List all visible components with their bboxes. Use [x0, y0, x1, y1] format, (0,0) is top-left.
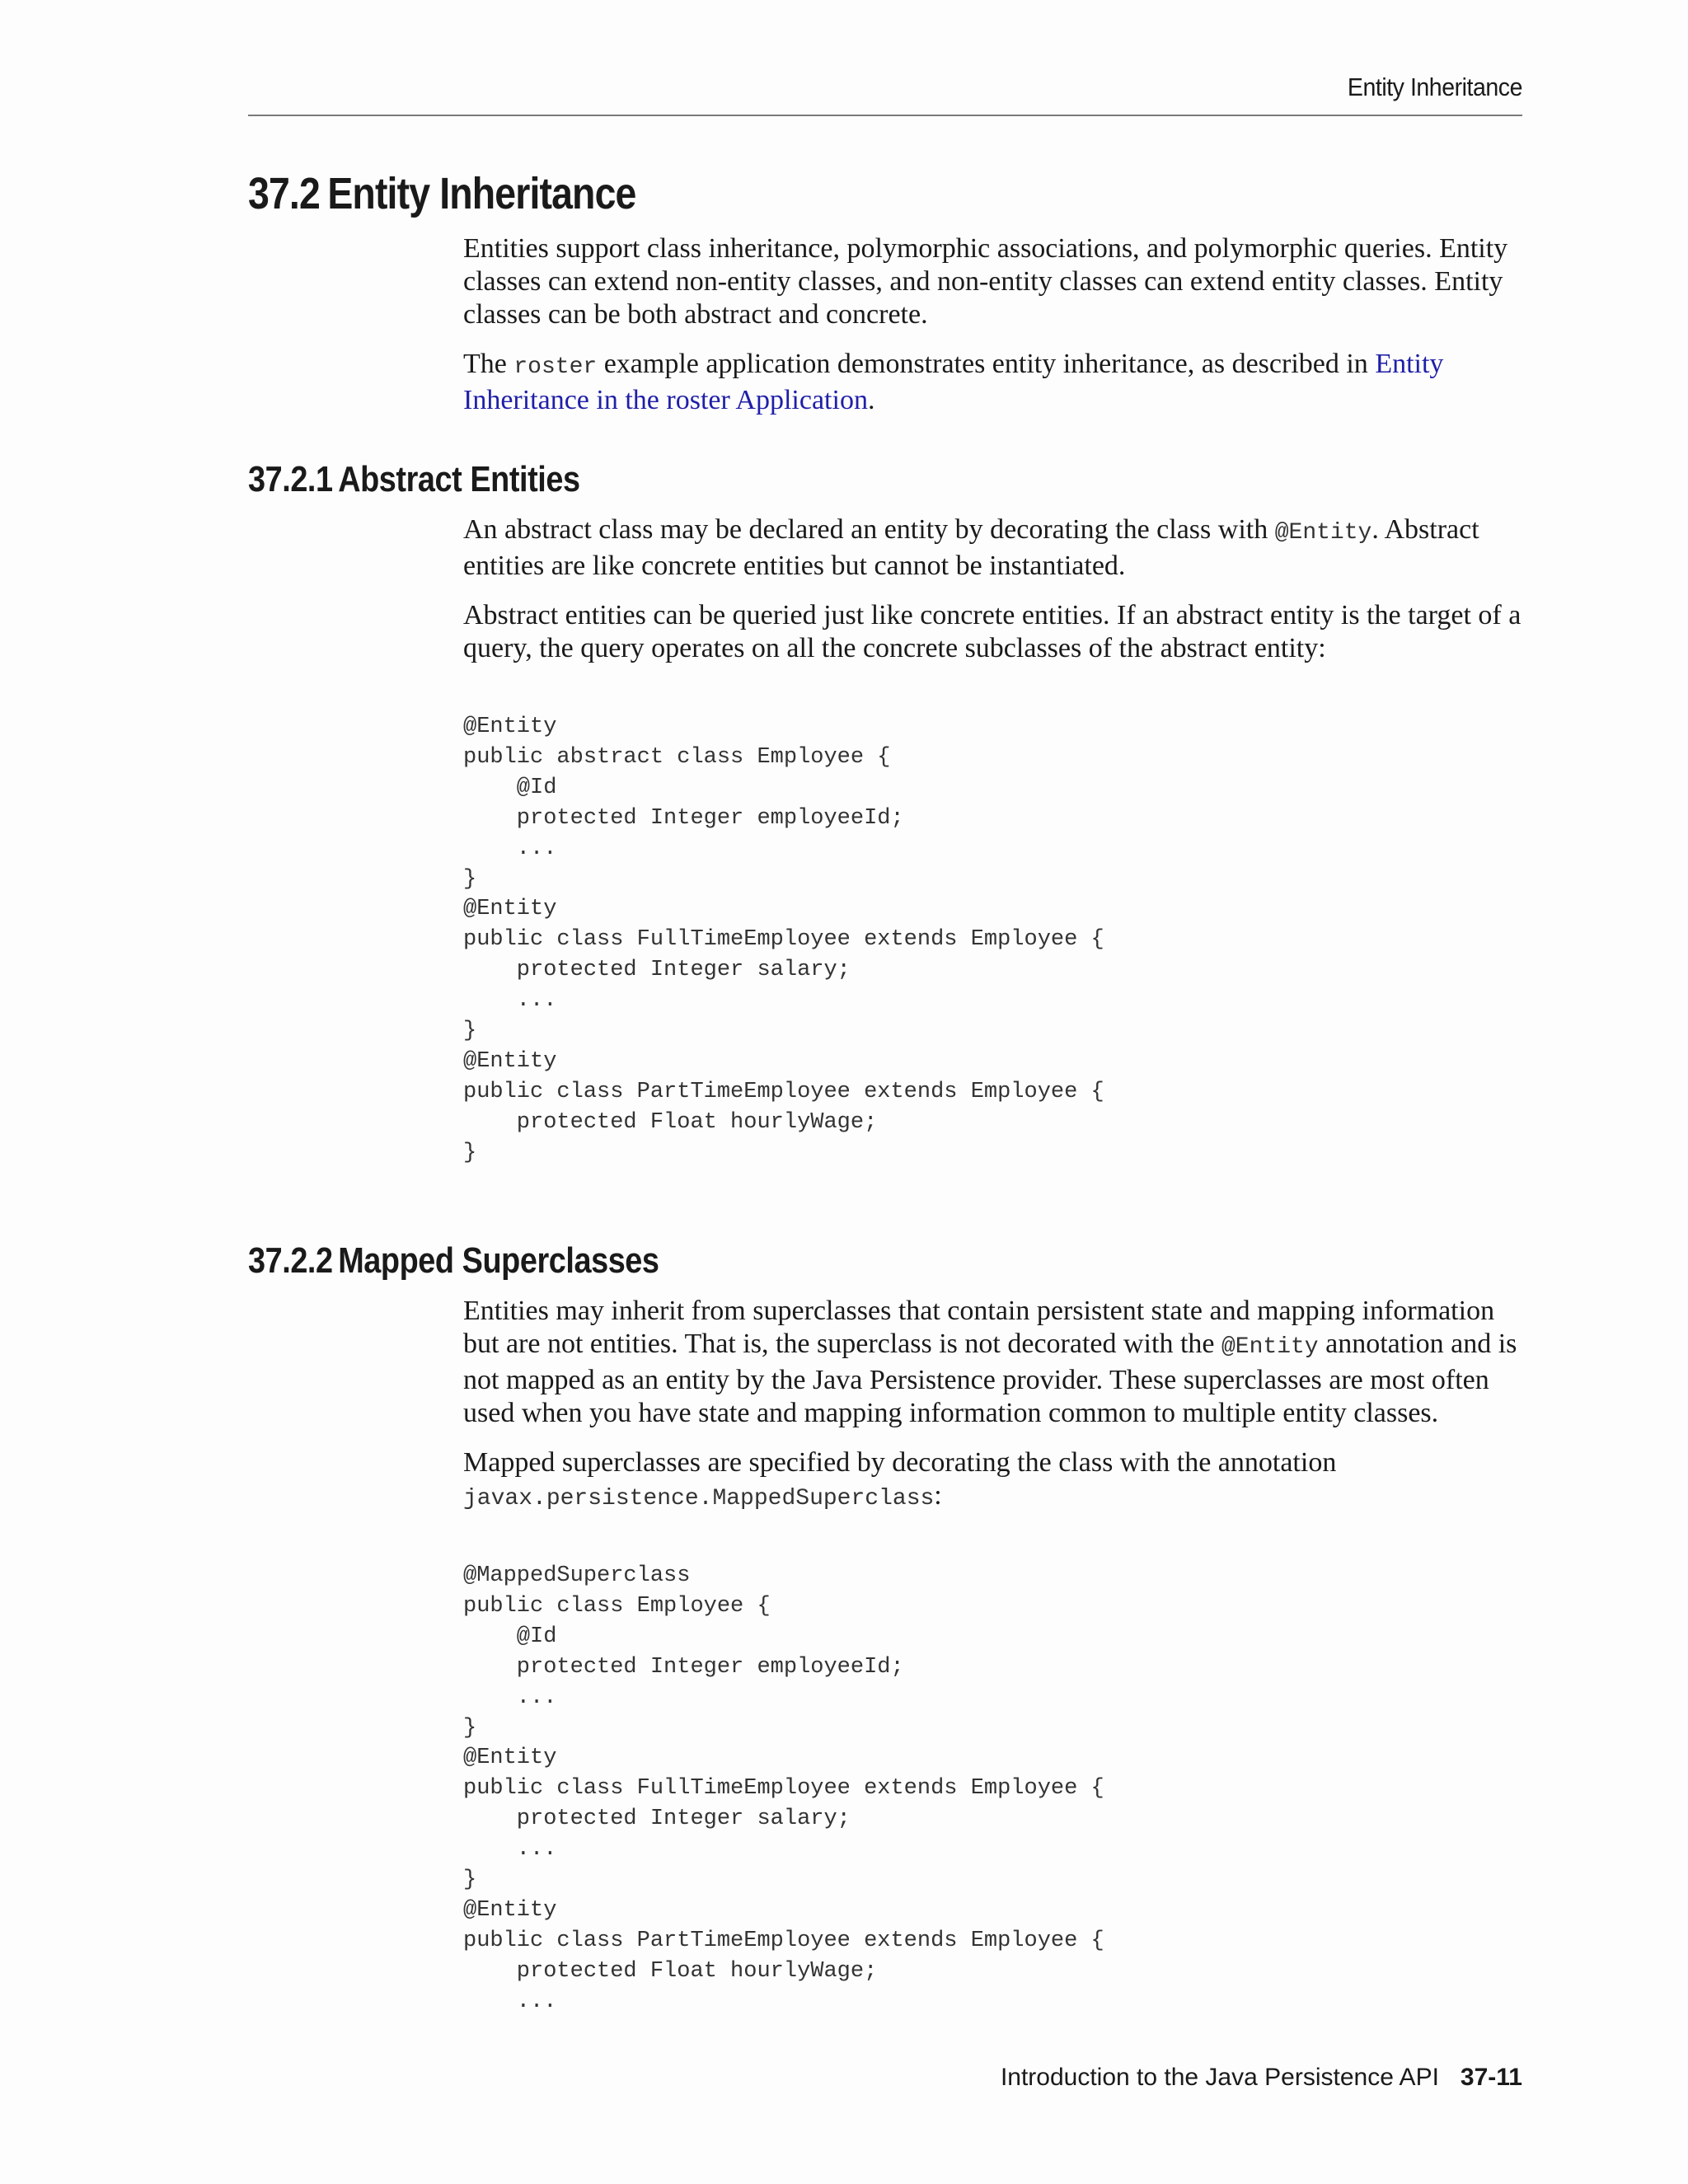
subsection-title: Mapped Superclasses	[338, 1240, 659, 1281]
page-footer	[907, 2064, 1522, 2092]
roster-paragraph: The roster example application demonstrates entity inheritance, as described in Entity Inheritance in the roster Application.	[463, 349, 1444, 415]
abstract-entities-text	[463, 513, 1526, 682]
subsection-number: 37.2.2	[248, 1240, 333, 1281]
running-header: Entity Inheritance	[1347, 73, 1522, 101]
subsection-title: Abstract Entities	[338, 459, 580, 499]
footer-page-number: 37-11	[1460, 2064, 1522, 2091]
mapped-paragraph-1: Entities may inherit from superclasses that contain persistent state and mapping information but are not entities. That is, the superclass is not decorated with the @Entity annotation and is not mapped as an entity by the Java Persistence provider. These superclasses are most often used when you have state and mapping information common to multiple entity classes.	[463, 1296, 1517, 1428]
abstract-paragraph-2: Abstract entities can be queried just like concrete entities. If an abstract entity is the target of a query, the query operates on all the concrete subclasses of the abstract entity:	[463, 600, 1522, 663]
subsection-heading-mapped-superclasses	[248, 1240, 659, 1282]
mapped-superclasses-code-block: @MappedSuperclass public class Employee { @Id protected Integer employeeId; ... } @Entity public class FullTimeEmployee extends Employee { protected Integer salary; ... } @Entity public class PartTimeEmployee extends Employee { protected Float hourlyWage; ...	[463, 1563, 1104, 2014]
inline-code-mapped-superclass: javax.persistence.MappedSuperclass	[463, 1486, 935, 1511]
subsection-heading-abstract-entities	[248, 459, 580, 500]
abstract-entities-code-block: @Entity public abstract class Employee { @Id protected Integer employeeId; ... } @Entity public class FullTimeEmployee extends Employee { protected Integer salary; ... } @Entity public class PartTimeEmployee extends Employee { protected Float hourlyWage; }	[463, 715, 1104, 1165]
subsection-number: 37.2.1	[248, 459, 333, 499]
footer-book-title: Introduction to the Java Persistence API	[1000, 2064, 1439, 2091]
inline-code-entity: @Entity	[1274, 520, 1372, 546]
section-title: Entity Inheritance	[327, 169, 636, 218]
header-rule	[248, 115, 1522, 116]
section-intro	[463, 232, 1526, 434]
mapped-paragraph-2: Mapped superclasses are specified by decorating the class with the annotation javax.persistence.MappedSuperclass:	[463, 1447, 1337, 1511]
roster-inheritance-link[interactable]: Entity Inheritance in the roster Application	[463, 349, 1444, 415]
abstract-paragraph-1: An abstract class may be declared an entity by decorating the class with @Entity. Abstract entities are like concrete entities but cannot be instantiated.	[463, 514, 1479, 581]
section-number: 37.2	[248, 169, 320, 218]
intro-paragraph: Entities support class inheritance, polymorphic associations, and polymorphic queries. Entity classes can extend non-entity classes, and non-entity classes can extend entity classes. Entity classes can be both abstract and concrete.	[463, 233, 1508, 330]
section-heading	[248, 168, 636, 219]
inline-code-roster: roster	[513, 354, 598, 380]
mapped-superclasses-text	[463, 1295, 1526, 1532]
inline-code-entity: @Entity	[1221, 1334, 1319, 1360]
